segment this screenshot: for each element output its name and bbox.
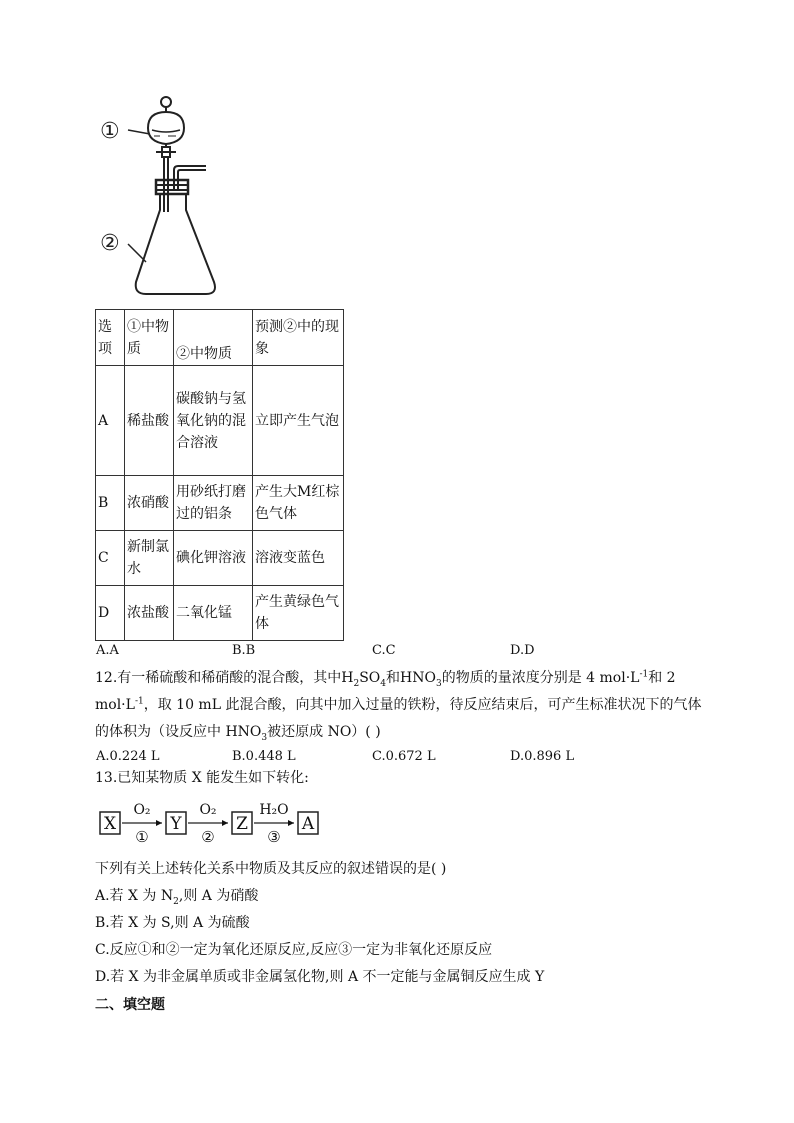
table-cell: C (96, 531, 125, 586)
node-z: Z (236, 814, 248, 834)
q11-choice-c: C.C (372, 643, 396, 658)
table-cell: 溶液变蓝色 (253, 531, 344, 586)
header-cell: 选项 (96, 310, 125, 366)
q12-choice-a: A.0.224 L (96, 749, 160, 764)
node-y: Y (170, 814, 182, 834)
node-a: A (301, 814, 315, 834)
table-cell: 碘化钾溶液 (174, 531, 253, 586)
table-cell: 产生大M红棕色气体 (253, 476, 344, 531)
reagent-3: H₂O (259, 802, 289, 818)
table-cell: D (96, 586, 125, 641)
options-table (95, 309, 344, 641)
separatory-funnel-flask-figure (100, 92, 230, 302)
table-cell: 碳酸钠与氢氧化钠的混合溶液 (174, 366, 253, 476)
table-cell: 浓盐酸 (125, 586, 174, 641)
q12-choice-d: D.0.896 L (510, 749, 575, 764)
reagent-2: O₂ (199, 802, 217, 818)
header-cell: ①中物质 (125, 310, 174, 366)
table-cell: A (96, 366, 125, 476)
q12-line-2: $mol\cdot L^{-1}$，取 10 mL 此混合酸，向其中加入过量的铁粉，待反应结束后，可产生标准状况下的气体 (95, 696, 702, 713)
table-cell: 产生黄绿色气体 (253, 586, 344, 641)
conversion-diagram (98, 794, 328, 844)
table-cell: B (96, 476, 125, 531)
header-cell: ②中物质 (174, 310, 253, 366)
section-heading: 二、填空题 (95, 997, 165, 1013)
q13-option-d: D.若 X 为非金属单质或非金属氢化物,则 A 不一定能与金属铜反应生成 Y (95, 969, 545, 985)
label-2: ② (100, 231, 120, 256)
node-x: X (103, 814, 117, 834)
table-row (96, 531, 344, 586)
q13-option-c: C.反应①和②一定为氧化还原反应,反应③一定为非氧化还原反应 (95, 942, 493, 958)
q13-option-a: A.若 X 为 $N_2$,则 A 为硝酸 (95, 888, 259, 907)
q13-option-b: B.若 X 为 S,则 A 为硫酸 (95, 915, 250, 931)
reagent-1: O₂ (133, 802, 151, 818)
q13-question: 下列有关上述转化关系中物质及其反应的叙述错误的是( ) (95, 861, 447, 877)
table-header-row (96, 310, 344, 366)
table-cell: 新制氯水 (125, 531, 174, 586)
q11-choice-a: A.A (96, 643, 119, 658)
table-cell: 浓硝酸 (125, 476, 174, 531)
table-row (96, 366, 344, 476)
table-cell: 稀盐酸 (125, 366, 174, 476)
q11-choice-b: B.B (232, 643, 256, 658)
q12-choice-c: C.0.672 L (372, 749, 436, 764)
header-cell: 预测②中的现象 (253, 310, 344, 366)
label-1: ① (100, 119, 120, 144)
table-cell: 立即产生气泡 (253, 366, 344, 476)
table-cell: 二氧化锰 (174, 586, 253, 641)
q13-stem: 13.已知某物质 X 能发生如下转化: (95, 770, 309, 786)
step-2: ② (201, 828, 215, 844)
q12-line-3: 的体积为（设反应中 $HNO_3$被还原成 NO）( ) (95, 724, 381, 743)
step-3: ③ (267, 828, 281, 844)
table-cell: 用砂纸打磨过的铝条 (174, 476, 253, 531)
q12-line-1: 12.有一稀硫酸和稀硝酸的混合酸，其中$H_2SO_4$和$HNO_3$的物质的量浓度分别是 4 $mol\cdot L^{-1}$和 2 (95, 669, 676, 689)
step-1: ① (135, 828, 149, 844)
table-row (96, 476, 344, 531)
q11-choice-d: D.D (510, 643, 535, 658)
q12-choice-b: B.0.448 L (232, 749, 296, 764)
table-row (96, 586, 344, 641)
